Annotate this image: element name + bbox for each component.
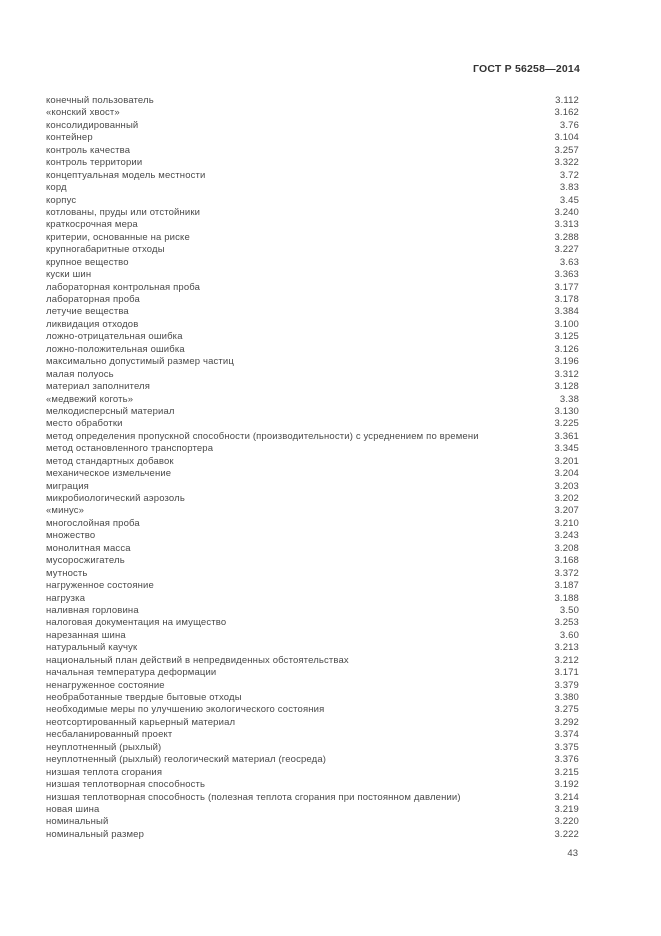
index-clause-ref: 3.203 <box>554 480 579 492</box>
index-entry <box>46 468 579 480</box>
index-term: контроль территории <box>46 157 143 169</box>
index-term: миграция <box>46 480 89 492</box>
index-entry <box>46 244 579 256</box>
index-term: мутность <box>46 567 88 579</box>
index-clause-ref: 3.177 <box>554 281 579 293</box>
index-term: ненагруженное состояние <box>46 679 165 691</box>
index-clause-ref: 3.220 <box>554 816 579 828</box>
index-term: «медвежий коготь» <box>46 393 134 405</box>
index-term: крупное вещество <box>46 256 129 268</box>
index-entry <box>46 319 579 331</box>
index-entry <box>46 170 579 182</box>
index-term: новая шина <box>46 803 100 815</box>
index-clause-ref: 3.63 <box>559 256 579 268</box>
index-entry <box>46 530 579 542</box>
index-entry <box>46 369 579 381</box>
index-clause-ref: 3.240 <box>554 206 579 218</box>
index-entry <box>46 729 579 741</box>
index-clause-ref: 3.207 <box>554 505 579 517</box>
index-term: наливная горловина <box>46 604 139 616</box>
index-entry <box>46 95 579 107</box>
index-clause-ref: 3.45 <box>559 194 579 206</box>
index-entry <box>46 219 579 231</box>
index-entry <box>46 331 579 343</box>
index-entry <box>46 593 579 605</box>
index-clause-ref: 3.212 <box>554 654 579 666</box>
index-term: корд <box>46 182 67 194</box>
index-term: место обработки <box>46 418 123 430</box>
index-clause-ref: 3.125 <box>554 331 579 343</box>
index-entry <box>46 518 579 530</box>
index-entry <box>46 555 579 567</box>
index-term: «минус» <box>46 505 85 517</box>
index-clause-ref: 3.162 <box>554 107 579 119</box>
index-clause-ref: 3.188 <box>554 592 579 604</box>
index-entry <box>46 182 579 194</box>
index-entry <box>46 344 579 356</box>
index-clause-ref: 3.313 <box>554 219 579 231</box>
index-term: метод определения пропускной способности (производительности) с усреднением по времени <box>46 430 479 442</box>
index-clause-ref: 3.104 <box>554 132 579 144</box>
index-clause-ref: 3.219 <box>554 803 579 815</box>
index-entry <box>46 680 579 692</box>
index-clause-ref: 3.213 <box>554 642 579 654</box>
index-term: ложно-положительная ошибка <box>46 343 185 355</box>
index-entry <box>46 207 579 219</box>
index-entry <box>46 418 579 430</box>
index-term: краткосрочная мера <box>46 219 138 231</box>
index-entry <box>46 717 579 729</box>
index-clause-ref: 3.227 <box>554 244 579 256</box>
index-clause-ref: 3.292 <box>554 716 579 728</box>
index-term: налоговая документация на имущество <box>46 617 227 629</box>
index-entry <box>46 568 579 580</box>
index-entry <box>46 257 579 269</box>
index-term: механическое измельчение <box>46 468 172 480</box>
index-entry <box>46 406 579 418</box>
index-term: мусоросжигатель <box>46 555 125 567</box>
index-entry <box>46 816 579 828</box>
index-entry <box>46 605 579 617</box>
index-clause-ref: 3.112 <box>555 95 579 106</box>
index-term: необработанные твердые бытовые отходы <box>46 692 242 703</box>
index-entry <box>46 630 579 642</box>
index-entry <box>46 481 579 493</box>
index-clause-ref: 3.76 <box>559 119 579 131</box>
index-entry <box>46 120 579 132</box>
index-clause-ref: 3.201 <box>554 455 579 467</box>
index-clause-ref: 3.210 <box>554 517 579 529</box>
index-clause-ref: 3.130 <box>554 405 579 417</box>
index-term: начальная температура деформации <box>46 667 217 679</box>
index-clause-ref: 3.187 <box>554 580 579 592</box>
index-term: низшая теплотворная способность <box>46 779 206 791</box>
index-clause-ref: 3.126 <box>554 343 579 355</box>
index-term: национальный план действий в непредвиденных обстоятельствах <box>46 654 349 666</box>
index-clause-ref: 3.72 <box>559 169 579 181</box>
index-clause-ref: 3.100 <box>554 318 579 330</box>
index-clause-ref: 3.171 <box>554 667 579 679</box>
index-entry <box>46 754 579 766</box>
index-term: номинальный <box>46 816 109 828</box>
index-clause-ref: 3.225 <box>554 418 579 430</box>
index-term: летучие вещества <box>46 306 129 318</box>
index-clause-ref: 3.379 <box>554 679 579 691</box>
index-clause-ref: 3.257 <box>554 144 579 156</box>
index-term: микробиологический аэрозоль <box>46 493 185 504</box>
index-entry <box>46 269 579 281</box>
index-entry <box>46 804 579 816</box>
index-clause-ref: 3.375 <box>554 741 579 753</box>
index-entry <box>46 642 579 654</box>
index-term: нагруженное состояние <box>46 580 154 592</box>
index-entry <box>46 431 579 443</box>
index-entry <box>46 282 579 294</box>
index-entry <box>46 580 579 592</box>
document-code-header: ГОСТ Р 56258—2014 <box>472 63 580 75</box>
index-clause-ref: 3.253 <box>554 617 579 629</box>
index-term: множество <box>46 530 96 542</box>
index-entry <box>46 779 579 791</box>
index-term: контейнер <box>46 132 93 144</box>
index-term: номинальный размер <box>46 828 145 840</box>
index-entry <box>46 667 579 679</box>
index-term: низшая теплотворная способность (полезная теплота сгорания при постоянном давлении) <box>46 791 461 803</box>
index-term: ликвидация отходов <box>46 318 139 330</box>
index-term: монолитная масса <box>46 542 131 554</box>
index-entry <box>46 704 579 716</box>
index-term: куски шин <box>46 269 92 281</box>
index-clause-ref: 3.374 <box>554 729 579 741</box>
index-clause-ref: 3.275 <box>554 704 579 716</box>
index-term: материал заполнителя <box>46 381 151 393</box>
index-entry <box>46 356 579 368</box>
index-entry <box>46 456 579 468</box>
index-term: нарезанная шина <box>46 629 126 641</box>
alphabetical-index-list <box>46 95 579 841</box>
index-entry <box>46 232 579 244</box>
index-term: метод стандартных добавок <box>46 455 174 467</box>
index-clause-ref: 3.128 <box>554 381 579 393</box>
index-term: концептуальная модель местности <box>46 169 206 181</box>
index-clause-ref: 3.214 <box>554 791 579 803</box>
index-term: неотсортированный карьерный материал <box>46 716 236 728</box>
index-clause-ref: 3.288 <box>554 231 579 243</box>
index-clause-ref: 3.178 <box>554 294 579 305</box>
index-term: многослойная проба <box>46 517 140 529</box>
index-clause-ref: 3.372 <box>554 567 579 579</box>
index-entry <box>46 381 579 393</box>
index-entry <box>46 145 579 157</box>
index-entry <box>46 829 579 841</box>
index-clause-ref: 3.363 <box>554 269 579 281</box>
index-clause-ref: 3.50 <box>559 604 579 616</box>
index-term: нагрузка <box>46 592 86 604</box>
index-term: «конский хвост» <box>46 107 120 119</box>
index-clause-ref: 3.322 <box>554 157 579 169</box>
index-term: ложно-отрицательная ошибка <box>46 331 183 343</box>
index-term: конечный пользователь <box>46 95 154 106</box>
index-clause-ref: 3.83 <box>559 182 579 194</box>
index-clause-ref: 3.204 <box>554 468 579 480</box>
index-entry <box>46 157 579 169</box>
index-term: лабораторная проба <box>46 294 140 305</box>
index-term: консолидированный <box>46 119 139 131</box>
index-term: малая полуось <box>46 368 114 380</box>
index-entry <box>46 655 579 667</box>
index-term: неуплотненный (рыхлый) <box>46 741 162 753</box>
index-entry <box>46 692 579 704</box>
index-entry <box>46 767 579 779</box>
index-entry <box>46 443 579 455</box>
index-term: максимально допустимый размер частиц <box>46 356 234 368</box>
index-clause-ref: 3.208 <box>554 542 579 554</box>
page-number: 43 <box>567 848 578 859</box>
index-clause-ref: 3.196 <box>554 356 579 368</box>
index-term: необходимые меры по улучшению экологического состояния <box>46 704 325 716</box>
index-clause-ref: 3.380 <box>554 692 579 703</box>
index-term: натуральный каучук <box>46 642 138 654</box>
index-clause-ref: 3.38 <box>559 393 579 405</box>
index-term: крупногабаритные отходы <box>46 244 165 256</box>
index-term: низшая теплота сгорания <box>46 766 163 778</box>
index-entry <box>46 792 579 804</box>
index-clause-ref: 3.243 <box>554 530 579 542</box>
index-clause-ref: 3.384 <box>554 306 579 318</box>
index-clause-ref: 3.215 <box>554 766 579 778</box>
index-clause-ref: 3.202 <box>554 493 579 504</box>
index-entry <box>46 394 579 406</box>
index-term: метод остановленного транспортера <box>46 443 214 455</box>
index-entry <box>46 543 579 555</box>
index-term: мелкодисперсный материал <box>46 405 175 417</box>
index-entry <box>46 132 579 144</box>
index-term: неуплотненный (рыхлый) геологический материал (геосреда) <box>46 754 327 766</box>
index-term: лабораторная контрольная проба <box>46 281 201 293</box>
index-entry <box>46 107 579 119</box>
index-entry <box>46 617 579 629</box>
index-term: котлованы, пруды или отстойники <box>46 206 201 218</box>
index-clause-ref: 3.222 <box>554 828 579 840</box>
index-entry <box>46 294 579 306</box>
index-entry <box>46 742 579 754</box>
index-term: критерии, основанные на риске <box>46 231 190 243</box>
index-clause-ref: 3.345 <box>554 443 579 455</box>
index-clause-ref: 3.376 <box>554 754 579 766</box>
index-entry <box>46 493 579 505</box>
index-clause-ref: 3.312 <box>554 368 579 380</box>
index-clause-ref: 3.168 <box>554 555 579 567</box>
index-clause-ref: 3.60 <box>559 629 579 641</box>
index-entry <box>46 195 579 207</box>
index-term: несбаланированный проект <box>46 729 173 741</box>
index-entry <box>46 306 579 318</box>
index-term: контроль качества <box>46 144 131 156</box>
index-clause-ref: 3.361 <box>554 430 579 442</box>
index-term: корпус <box>46 194 77 206</box>
index-entry <box>46 505 579 517</box>
index-clause-ref: 3.192 <box>554 779 579 791</box>
